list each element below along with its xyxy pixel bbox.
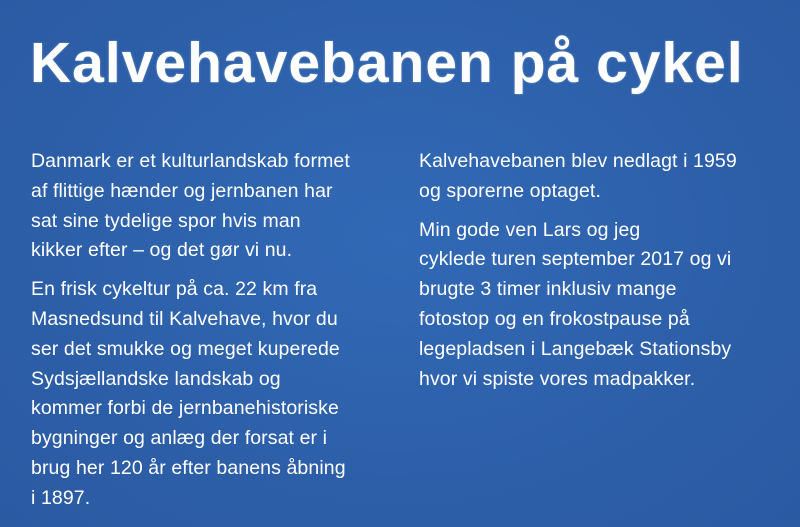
left-paragraph-route: En frisk cykeltur på ca. 22 km fra Masnedsund til Kalvehave, hvor du ser det smukke og meget kuperede Sydsjællandske landskab og kommer forbi de jernbanehistoriske bygninger og anlæg der forsat er i brug her 120 år efter banens åbning i 1897.	[31, 278, 346, 509]
page-title: Kalvehavebanen på cykel	[30, 31, 744, 95]
right-paragraph-history: Kalvehavebanen blev nedlagt i 1959 og sporerne optaget.	[419, 150, 737, 202]
right-paragraph-trip: Min gode ven Lars og jeg cyklede turen september 2017 og vi brugte 3 timer inklusiv mange fotostop og en frokostpause på legepladsen i Langebæk Stationsby hvor vi spiste vores madpakker.	[419, 218, 732, 390]
left-paragraph-intro: Danmark er et kulturlandskab formet af flittige hænder og jernbanen har sat sine tydelige spor hvis man kikker efter – og det gør vi nu.	[31, 150, 350, 262]
right-column	[419, 147, 789, 403]
left-column	[31, 147, 406, 523]
